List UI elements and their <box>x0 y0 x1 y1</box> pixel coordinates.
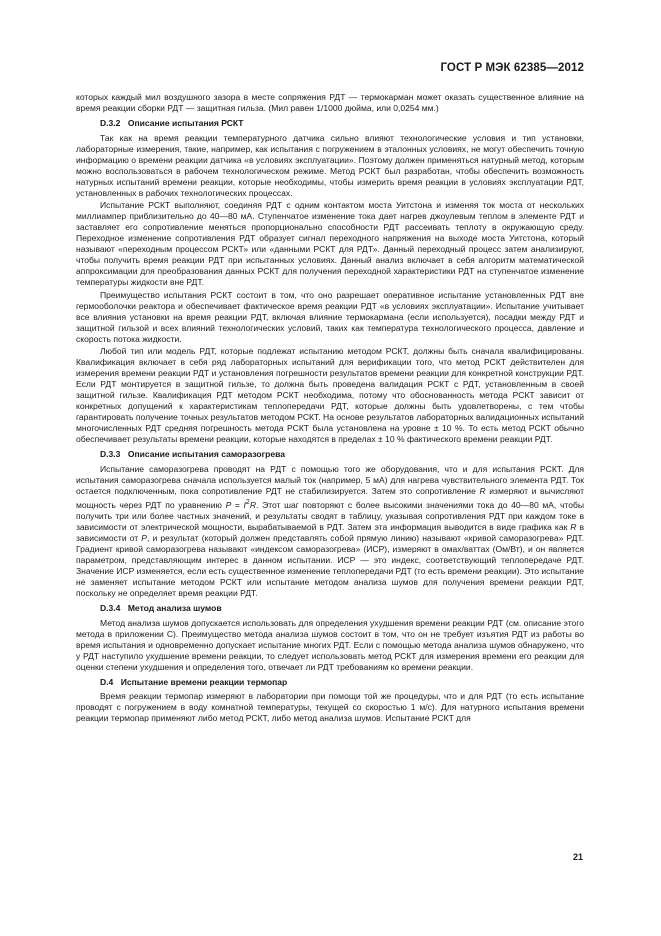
section-title: Испытание времени реакции термопар <box>120 676 288 687</box>
section-heading-d32 <box>100 118 584 129</box>
section-heading-d33 <box>100 449 584 460</box>
paragraph: Испытание РСКТ выполняют, соединяя РДТ с одним контактом моста Уитстона и изменяя ток моста от нескольких миллиампер приблизительно до 40—80 мА. Ступенчатое изменение тока дает нагрев джоулевым теплом в элементе РДТ и заставляет его сопротивление меняться пропорционально способности РДТ рассеивать теплоту в окружающую среду. Переходное изменение сопротивления РДТ образует сигнал переходного напряжения на выходе моста Уитстона, который называют «переходным процессом РСКТ» или «данными РСКТ для РДТ». Данный переходный процесс затем анализируют, чтобы получить время реакции РДТ при испытанных условиях. Данный анализ включает в себя алгоритм математической аппроксимации для преобразования данных РСКТ для получения переходной характеристики РДТ на ступенчатое изменение температуры жидкости вне РДТ. <box>76 200 584 288</box>
paragraph: Любой тип или модель РДТ, которые подлежат испытанию методом РСКТ, должны быть сначала квалифицированы. Квалификация включает в себя ряд лабораторных испытаний для верификации того, что метод РСКТ действителен для измерения времени реакции РДТ и установления погрешности результатов времени реакции для конкретной конструкции РДТ. Если РДТ монтируется в защитной гильзе, то должна быть проведена валидация РСКТ с РДТ, установленным в своей защитной гильзе. Квалификация РДТ методом РСКТ необходима, потому что обоснованность метода РСКТ зависит от конкретных допущений к характеристикам теплопередачи РДТ, которые должны быть удовлетворены, с тем чтобы гарантировать получение точных результатов методом РСКТ. На основе результатов лабораторных валидационных испытаний многочисленных РДТ средняя погрешность метода РСКТ была установлена на уровне ± 10 %. То есть метод РСКТ обычно обеспечивает результаты времени реакции, которые находятся в пределах ± 10 % фактического времени реакции РДТ. <box>76 345 584 445</box>
page-number: 21 <box>572 852 583 862</box>
superscript-two: 2 <box>245 497 250 506</box>
symbol-r: R <box>479 485 486 496</box>
section-title: Метод анализа шумов <box>127 602 222 613</box>
paragraph: Время реакции термопар измеряют в лаборатории при помощи той же процедуры, что и для РДТ (то есть испытание проводят с погружением в воду комнатной температуры, текущей со скоростью 1 м/с). Для натурного испытания времени реакции термопар применяют либо метод РСКТ, либо метод анализа шумов. Испытание РСКТ для <box>76 691 584 724</box>
section-number: D.3.4 <box>100 602 121 613</box>
paragraph: Метод анализа шумов допускается использовать для определения ухудшения времени реакции РДТ (см. описание этого метода в приложении С). Преимущество метода анализа шумов состоит в том, что он не требует изъятия РДТ из работы во время испытания и одновременно допускает испытание многих РДТ. Если с помощью метода анализа шумов обнаружено, что у РДТ наступило ухудшение времени реакции, то следует использовать метод РСКТ для измерения времени его реакции для оценки степени ухудшения и определения того, отвечает ли РДТ требованиям ко времени реакции. <box>76 617 584 672</box>
section-number: D.3.2 <box>100 117 121 128</box>
text-run: измеряют и вычисляют мощность через РДТ по уравнению <box>76 485 584 510</box>
paragraph: Преимущество испытания РСКТ состоит в том, что оно разрешает оперативное испытание установленных РДТ вне гермооболочки реактора и обеспечивает фактическое время реакции РДТ «в условиях эксплуатации». Испытание учитывает все влияния установки на время реакции РДТ, включая влияние термокармана (если используется), посадки между РДТ и защитной гильзой и всех влияний технологических условий, таких как температура технологического процесса, давление и скорость потока жидкости. <box>76 289 584 344</box>
self-heating-paragraph <box>76 464 584 599</box>
text-run: . Этот шаг повторяют с более высокими значениями тока до 40—80 мА, чтобы получить три или более частных значений, и результаты сводят в таблицу, указывая сопротивления РДТ при каждом токе в зависимости от электрической мощности, вырабатываемой в РДТ. Затем эта информация выводится в виде графика как <box>76 499 585 532</box>
standard-header: ГОСТ Р МЭК 62385—2012 <box>440 62 584 74</box>
page-body <box>76 92 584 725</box>
text-run: , и результат (который должен представлять собой прямую линию) называют «кривой саморазогрева» РДТ. Градиент кривой саморазогрева называют «индексом саморазогрева» (ИСР), измеряют в омах/ваттах (Ом/Вт), и он является параметром, представляющим интерес в данном испытании. ИСР — это индекс, соответствующий теплопередаче РДТ. Значение ИСР изменяется, если есть существенное изменение теплопередачи РДТ (то есть времени реакции). Это испытание не заменяет испытание методом РСКТ или испытание методом анализа шумов для получения времени реакции РДТ, поскольку не определяет время реакции РДТ. <box>76 532 585 599</box>
section-heading-d4 <box>100 677 584 688</box>
section-number: D.4 <box>100 676 114 687</box>
text-run: в зависимости от <box>76 521 584 543</box>
symbol-i: I <box>243 499 246 510</box>
symbol-r: R <box>570 521 577 532</box>
symbol-p: P <box>225 499 232 510</box>
section-heading-d34 <box>100 603 584 614</box>
symbol-r: R <box>249 499 257 510</box>
paragraph: Так как на время реакции температурного датчика сильно влияют технологические условия и тип установки, лабораторные измерения, такие, например, как испытания с погружением в эталонных условиях, не могут обеспечить точную информацию о времени реакции датчика «в условиях эксплуатации». Поэтому должен применяться натурный метод, которым можно воспользоваться в рабочем технологическом режиме. Метод РСКТ был разработан, чтобы обеспечить возможность натурных испытаний времени реакции, которые необходимы, чтобы измерить время реакции в условиях эксплуатации РДТ, установленных в рабочих технологических процессах. <box>76 132 584 198</box>
symbol-p: P <box>141 532 147 543</box>
section-title: Описание испытания саморазогрева <box>127 449 286 459</box>
intro-continuation-paragraph: которых каждый мил воздушного зазора в месте сопряжения РДТ — термокарман может оказать существенное влияние на время реакции сборки РДТ — защитная гильза. (Мил равен 1/1000 дюйма, или 0,0254 мм.) <box>76 92 584 114</box>
section-title: Описание испытания РСКТ <box>127 117 244 128</box>
section-number: D.3.3 <box>100 449 121 459</box>
text-run: Испытание саморазогрева проводят на РДТ с помощью того же оборудования, что и для испытания РСКТ. Для испытания саморазогрева сначала используется малый ток (например, 5 мА) для нагрева чувствительного элемента РДТ. Ток остается подключенным, пока сопротивление РДТ не стабилизируется. Затем это сопротивление <box>76 463 584 496</box>
equation-sign: = <box>231 499 244 510</box>
